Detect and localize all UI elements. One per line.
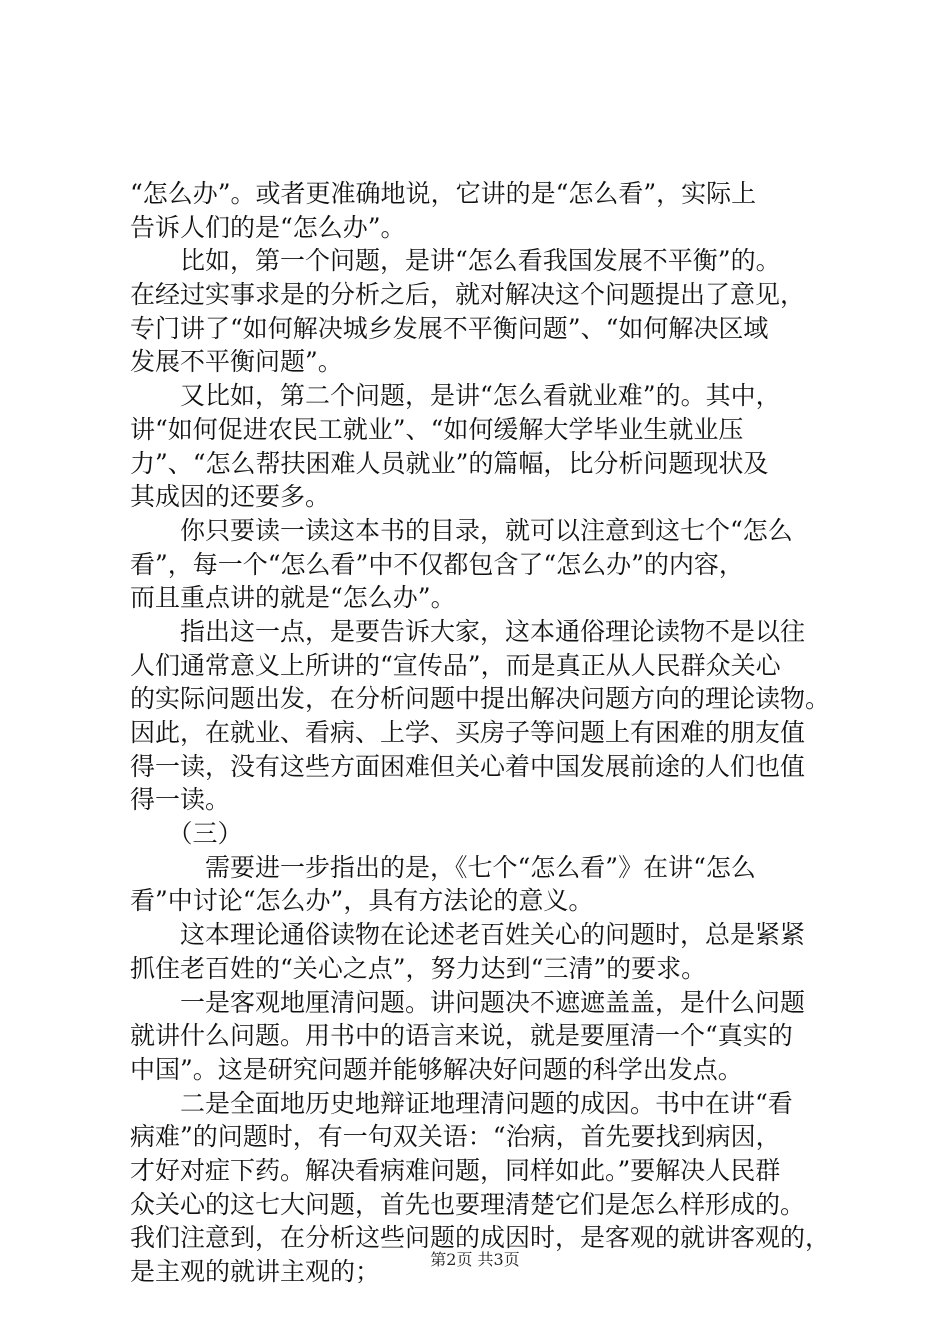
text-line: 比如，第一个问题，是讲“怎么看我国发展不平衡”的。 (130, 246, 781, 276)
text-line: 就讲什么问题。用书中的语言来说，就是要厘清一个“真实的 (130, 1021, 793, 1051)
text-line: 而且重点讲的就是“怎么办”。 (130, 583, 456, 613)
text-line: 其成因的还要多。 (130, 482, 331, 512)
text-line: 我们注意到，在分析这些问题的成因时，是客观的就讲客观的， (130, 1223, 831, 1253)
body-text (130, 177, 830, 1289)
text-line: 你只要读一读这本书的目录，就可以注意到这七个“怎么 (130, 515, 793, 545)
text-line: 中国”。这是研究问题并能够解决好问题的科学出发点。 (130, 1054, 743, 1084)
text-line: 这本理论通俗读物在论述老百姓关心的问题时，总是紧紧 (130, 920, 806, 950)
text-line: 看”中讨论“怎么办”，具有方法论的意义。 (130, 886, 594, 916)
text-line: 人们通常意义上所讲的“宣传品”，而是真正从人民群众关心 (130, 650, 781, 680)
text-line: 才好对症下药。解决看病难问题，同样如此。”要解决人民群 (130, 1155, 781, 1185)
text-line: 讲“如何促进农民工就业”、“如何缓解大学毕业生就业压 (130, 414, 744, 444)
text-line: 需要进一步指出的是，《七个“怎么看”》在讲“怎么 (130, 852, 756, 882)
text-line: 众关心的这七大问题，首先也要理清楚它们是怎么样形成的。 (130, 1189, 806, 1219)
text-line: 指出这一点，是要告诉大家，这本通俗理论读物不是以往 (130, 616, 806, 646)
text-line: 看”，每一个“怎么看”中不仅都包含了“怎么办”的内容， (130, 549, 744, 579)
text-line: 是主观的就讲主观的； (130, 1257, 381, 1286)
section-heading: （三） (130, 819, 243, 849)
text-line: 抓住老百姓的“关心之点”，努力达到“三清”的要求。 (130, 953, 707, 983)
page-number-footer: 第2页 共3页 (430, 1250, 520, 1269)
text-line: 专门讲了“如何解决城乡发展不平衡问题”、“如何解决区域 (130, 313, 769, 343)
text-line: “怎么办”。或者更准确地说，它讲的是“怎么看”，实际上 (130, 179, 757, 208)
text-line: 告诉人们的是“怎么办”。 (130, 212, 406, 242)
text-line: 的实际问题出发，在分析问题中提出解决问题方向的理论读物。 (130, 684, 831, 714)
text-line: 在经过实事求是的分析之后，就对解决这个问题提出了意见， (130, 280, 806, 310)
text-line: 又比如，第二个问题，是讲“怎么看就业难”的。其中， (130, 381, 781, 411)
text-line: 病难”的问题时，有一句双关语：“治病，首先要找到病因， (130, 1122, 781, 1152)
text-line: 二是全面地历史地辩证地理清问题的成因。书中在讲“看 (130, 1088, 793, 1118)
text-line: 得一读，没有这些方面困难但关心着中国发展前途的人们也值 (130, 751, 806, 781)
text-line: 得一读。 (130, 785, 231, 815)
text-line: 发展不平衡问题”。 (130, 347, 343, 377)
text-line: 一是客观地厘清问题。讲问题决不遮遮盖盖，是什么问题 (130, 987, 806, 1017)
text-line: 力”、“怎么帮扶困难人员就业”的篇幅，比分析问题现状及 (130, 448, 769, 478)
text-line: 因此，在就业、看病、上学、买房子等问题上有困难的朋友值 (130, 718, 806, 747)
